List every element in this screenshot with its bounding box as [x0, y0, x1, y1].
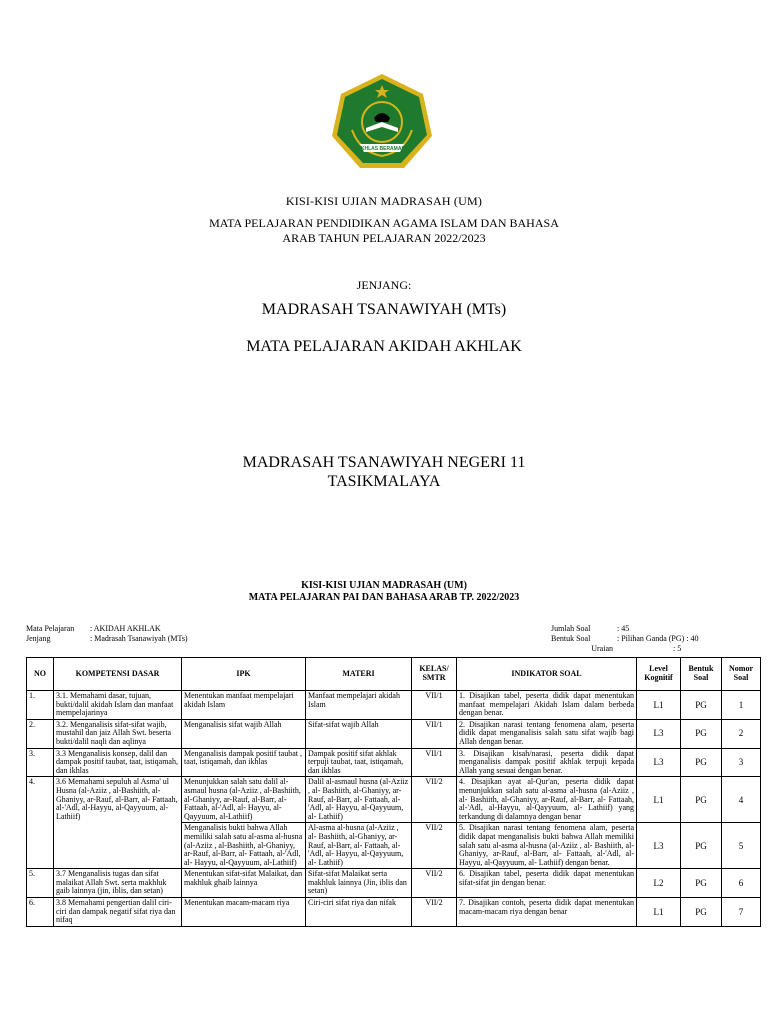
- table-row: [27, 898, 761, 927]
- cell-no: 1.: [27, 691, 54, 720]
- meta-left: [26, 624, 188, 644]
- meta-right: [551, 624, 699, 654]
- cell-nomor: 6: [722, 869, 761, 898]
- col-header: IPK: [182, 658, 306, 691]
- col-header: KOMPETENSI DASAR: [54, 658, 182, 691]
- cell-no: 5.: [27, 869, 54, 898]
- cell-indikator: 7. Disajikan contoh, peserta didik dapat menentukan macam-macam riya dengan benar: [457, 898, 637, 927]
- cell-nomor: 5: [722, 823, 761, 869]
- cell-nomor: 2: [722, 719, 761, 748]
- cell-ipk: Menganalisis bukti bahwa Allah memiliki salah satu al-asma al-husna (al-Aziiz , al-Bashiith, al-Ghaniyy, ar-Rauf, al-Barr, al- Fattaah, al-'Adl, al- Hayyu, al-Qayyuum, al-Lathiif): [182, 823, 306, 869]
- cell-nomor: 3: [722, 748, 761, 777]
- cell-bentuk: PG: [681, 869, 722, 898]
- col-header: MATERI: [306, 658, 412, 691]
- cell-bentuk: PG: [681, 691, 722, 720]
- cell-kd: 3.6 Memahami sepuluh al Asma' ul Husna (al-Aziiz , al-Bashiith, al-Ghaniyy, ar-Rauf, al-Barr, al- Fattaah, al-'Adl, al-Hayyu, al-Qayyuum, al-Lathiif): [54, 777, 182, 869]
- cell-kelas: VII/1: [412, 748, 457, 777]
- cell-nomor: 7: [722, 898, 761, 927]
- cell-materi: Dalil al-asmaul husna (al-Aziiz , al- Bashiith, al-Ghaniyy, ar-Rauf, al-Barr, al- Fattaah, al-'Adl, al- Hayyu, al-Qayyuum, al- Lathiif): [306, 777, 412, 823]
- col-header: INDIKATOR SOAL: [457, 658, 637, 691]
- cell-ipk: Menganalisis dampak positif taubat , taat, istiqamah, dan ikhlas: [182, 748, 306, 777]
- col-header: NO: [27, 658, 54, 691]
- cell-ipk: Menganalisis sifat wajib Allah: [182, 719, 306, 748]
- cover-title-line1: KISI-KISI UJIAN MADRASAH (UM): [285, 194, 483, 208]
- table-row: [27, 869, 761, 898]
- cell-kelas: VII/2: [412, 898, 457, 927]
- cell-no: 6.: [27, 898, 54, 927]
- meta-jumlah-value: : 45: [617, 624, 630, 633]
- cell-kd: 3.7 Menganalisis tugas dan sifat malaikat Allah Swt. serta makhluk gaib lainnya (jin, iblis, dan setan): [54, 869, 182, 898]
- cell-kd: 3.8 Memahami pengertian dalil ciri-ciri dan dampak negatif sifat riya dan nifaq: [54, 898, 182, 927]
- cell-no: 4.: [27, 777, 54, 869]
- meta-bentuk-value: : Pilihan Ganda (PG) : 40: [617, 634, 699, 643]
- cell-materi: Sifat-sifat wajib Allah: [306, 719, 412, 748]
- meta-jenjang-label: Jenjang: [26, 634, 51, 643]
- logo-motto: IKHLAS BERAMAL: [359, 146, 405, 152]
- cell-materi: Ciri-ciri sifat riya dan nifak: [306, 898, 412, 927]
- cell-materi: Sifat-sifat Malaikat serta makhluk lainnya (Jin, iblis dan setan): [306, 869, 412, 898]
- meta-mapel-value: : AKIDAH AKHLAK: [90, 624, 161, 633]
- cell-level: L3: [637, 823, 681, 869]
- cell-indikator: 5. Disajikan narasi tentang fenomena alam, peserta didik dapat menganalisis bukti bahwa Allah memiliki salah satu al-asma al-husna (al-Aziiz , al- Bashiith, al-Ghaniyy, ar-Rauf, al-Barr, al- Fattaah, al-'Adl, al-Hayyu, al-Qayyuum, al- Lathiif) dengan benar.: [457, 823, 637, 869]
- col-header: Nomor Soal: [722, 658, 761, 691]
- cell-kd: 3.1. Memahami dasar, tujuan, bukti/dalil akidah Islam dan manfaat mempelajarinya: [54, 691, 182, 720]
- cover-school-line2: TASIKMALAYA: [327, 473, 441, 490]
- cell-level: L3: [637, 748, 681, 777]
- cover-title-line2: [0, 216, 768, 246]
- meta-uraian-value: : 5: [673, 644, 682, 653]
- table-header-row: [27, 658, 761, 691]
- cell-indikator: 6. Disajikan tabel, peserta didik dapat menentukan sifat-sifat jin dengan benar.: [457, 869, 637, 898]
- table-row: [27, 719, 761, 748]
- cell-no: 3.: [27, 748, 54, 777]
- cell-ipk: Menentukan sifat-sifat Malaikat, dan makhluk ghaib lainnya: [182, 869, 306, 898]
- col-header: Bentuk Soal: [681, 658, 722, 691]
- table-row: [27, 691, 761, 720]
- cell-ipk: Menentukan macam-macam riya: [182, 898, 306, 927]
- cell-ipk: Menentukan manfaat mempelajari akidah Islam: [182, 691, 306, 720]
- cell-no: 2.: [27, 719, 54, 748]
- cell-materi: Manfaat mempelajari akidah Islam: [306, 691, 412, 720]
- cell-level: L1: [637, 777, 681, 823]
- cover-mapel: MATA PELAJARAN AKIDAH AKHLAK: [246, 338, 522, 355]
- table-row: [27, 777, 761, 823]
- cover-title-line2-text: MATA PELAJARAN PENDIDIKAN AGAMA ISLAM DAN BAHASA: [209, 216, 559, 230]
- meta-uraian-label: Uraian: [591, 644, 613, 653]
- cover-title-line3-text: ARAB TAHUN PELAJARAN 2022/2023: [282, 231, 486, 245]
- kemenag-logo: [330, 72, 434, 170]
- cell-level: L3: [637, 719, 681, 748]
- cell-materi: Al-asma al-husna (al-Aziiz , al- Bashiith, al-Ghaniyy, ar-Rauf, al-Barr, al- Fattaah, al-'Adl, al- Hayyu, al-Qayyuum, al- Lathiif): [306, 823, 412, 869]
- cell-bentuk: PG: [681, 777, 722, 823]
- cell-kd: 3.2. Menganalisis sifat-sifat wajib, mustahil dan jaiz Allah Swt. beserta bukti/dalil naqli dan aqlinya: [54, 719, 182, 748]
- col-header: Level Kognitif: [637, 658, 681, 691]
- cell-indikator: 2. Disajikan narasi tentang fenomena alam, peserta didik dapat menganalisis salah satu sifat wajib bagi Allah dengan benar.: [457, 719, 637, 748]
- cell-bentuk: PG: [681, 898, 722, 927]
- cell-bentuk: PG: [681, 719, 722, 748]
- cell-kelas: VII/2: [412, 777, 457, 823]
- cell-bentuk: PG: [681, 748, 722, 777]
- cell-indikator: 4. Disajikan ayat al-Qur'an, peserta didik dapat menunjukkan salah satu al-asma al-husna (al-Aziiz , al- Bashiith, al-Ghaniyy, ar-Rauf, al-Barr, al- Fattaah, al-'Adl, al-Hayyu, al-Qayyuum, al- Lathiif) yang terkandung di dalamnya dengan benar: [457, 777, 637, 823]
- meta-jumlah-label: Jumlah Soal: [551, 624, 591, 633]
- page-header-line1: KISI-KISI UJIAN MADRASAH (UM): [301, 580, 467, 591]
- cell-level: L1: [637, 691, 681, 720]
- cover-jenjang: MADRASAH TSANAWIYAH (MTs): [261, 301, 507, 318]
- meta-mapel-label: Mata Pelajaran: [26, 624, 75, 633]
- cell-ipk: Menunjukkan salah satu dalil al-asmaul husna (al-Aziiz , al-Bashiith, al-Ghaniyy, ar-Rauf, al-Barr, al- Fattaah, al-'Adl, al- Hayyu, al-Qayyuum, al-Lathiif): [182, 777, 306, 823]
- meta-bentuk-label: Bentuk Soal: [551, 634, 591, 643]
- cell-indikator: 1. Disajikan tabel, peserta didik dapat menentukan manfaat mempelajari Akidah Islam dalam berbeda dengan benar.: [457, 691, 637, 720]
- kisi-kisi-table: [26, 657, 761, 927]
- col-header: KELAS/ SMTR: [412, 658, 457, 691]
- cell-kd: 3.3 Menganalisis konsep, dalil dan dampak positif taubat, taat, istiqamah, dan ikhlas: [54, 748, 182, 777]
- cell-level: L1: [637, 898, 681, 927]
- cell-indikator: 3. Disajikan kisah/narasi, peserta didik dapat menganalisis dampak positif akhlak terpuji kepada Allah yang sesuai dengan benar.: [457, 748, 637, 777]
- cell-bentuk: PG: [681, 823, 722, 869]
- meta-jenjang-value: : Madrasah Tsanawiyah (MTs): [90, 634, 188, 643]
- cell-nomor: 4: [722, 777, 761, 823]
- cell-kelas: VII/1: [412, 719, 457, 748]
- cell-nomor: 1: [722, 691, 761, 720]
- cover-jenjang-label: JENJANG:: [356, 278, 412, 292]
- table-row: [27, 748, 761, 777]
- page-header-line2: MATA PELAJARAN PAI DAN BAHASA ARAB TP. 2022/2023: [248, 592, 520, 603]
- cell-level: L2: [637, 869, 681, 898]
- cover-school: [0, 453, 768, 491]
- cell-kelas: VII/1: [412, 691, 457, 720]
- cell-kelas: VII/2: [412, 869, 457, 898]
- cell-kelas: VII/2: [412, 823, 457, 869]
- cover-school-line1: MADRASAH TSANAWIYAH NEGERI 11: [242, 454, 526, 471]
- cell-materi: Dampak positif sifat akhlak terpuji taubat, taat, istiqamah, dan ikhlas: [306, 748, 412, 777]
